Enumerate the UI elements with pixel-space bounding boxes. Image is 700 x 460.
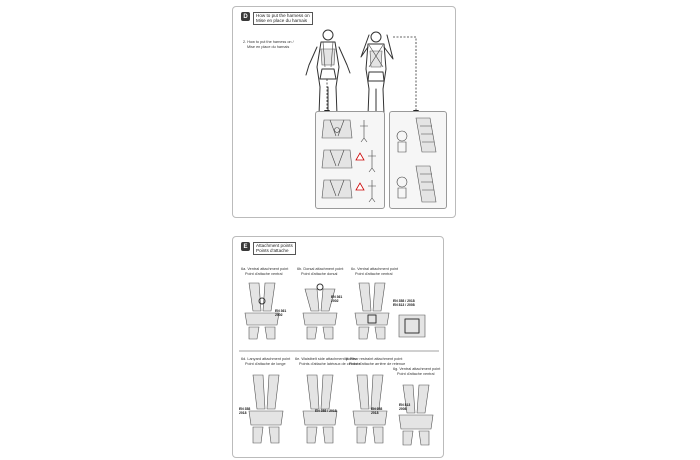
adjust-row-3 — [322, 180, 376, 202]
adjust-row-2 — [322, 150, 376, 172]
row-divider — [233, 237, 445, 459]
cell-6d-code-2: 2018 — [239, 411, 247, 415]
section-d-step-fr: Mise en place du harnais — [247, 45, 290, 49]
cell-6a-sub: Point d'attache ventral — [245, 272, 283, 276]
cell-6f-label: 6f. Rear restraint attachment point — [345, 357, 403, 361]
cell-6f-sub: Point d'attache arrière de retenue — [349, 362, 406, 366]
adjustment-illustrations — [316, 112, 386, 210]
section-e-title-en: Attachment points — [256, 243, 293, 248]
cell-6b-label: 6b. Dorsal attachment point — [297, 267, 344, 271]
cell-6g-code-2: 2008 — [399, 407, 407, 411]
section-d-step-en: 2. How to put the harness on / — [243, 40, 294, 44]
section-e-title-fr: Points d'attache — [256, 248, 289, 254]
section-d-title-en: How to put the harness on — [256, 13, 310, 18]
adjustment-panel — [315, 111, 385, 209]
cell-6e-label: 6e. Waistbelt side attachment points — [295, 357, 356, 361]
cell-6f-code-1: EN 358 — [371, 407, 383, 411]
cell-6e-sub: Points d'attache latéraux de ceinture — [299, 362, 361, 366]
cell-6c-label: 6c. Ventral attachment point — [351, 267, 399, 271]
cell-6c-code-2: EN 813 / 2008 — [393, 303, 415, 307]
cell-6d-code-1: EN 358 — [239, 407, 251, 411]
adjust-row-1 — [322, 120, 368, 142]
cell-6d-label: 6d. Lanyard attachment point — [241, 357, 291, 361]
cell-6c-sub: Point d'attache ventral — [355, 272, 393, 276]
buckle-panel — [389, 111, 447, 209]
section-e-badge: E — [241, 242, 250, 251]
cell-6b-code-1: EN 361 — [331, 295, 343, 299]
cell-6a-label: 6a. Ventral attachment point — [241, 267, 289, 271]
cell-6b-code-2: 2002 — [331, 299, 339, 303]
cell-6b-sub: Point d'attache dorsal — [301, 272, 338, 276]
cell-6d-sub: Point d'attache de longe — [245, 362, 286, 366]
cell-6e-code-1: EN 358 / 2018 — [315, 409, 337, 413]
section-e-panel — [232, 236, 444, 458]
section-d-title-fr: Mise en place du harnais — [256, 18, 308, 24]
section-d-badge: D — [241, 12, 250, 21]
buckle-illustrations — [390, 112, 448, 210]
cell-6g-code-1: EN 813 — [399, 403, 411, 407]
cell-6g-sub: Point d'attache ventral — [397, 372, 435, 376]
cell-6g-label: 6g. Ventral attachment point — [393, 367, 441, 371]
section-d-panel — [232, 6, 456, 218]
cell-6f-code-2: 2018 — [371, 411, 379, 415]
cell-6a-code-2: 2002 — [275, 313, 283, 317]
cell-6a-code-1: EN 361 — [275, 309, 287, 313]
cell-6c-code-1: EN 358 / 2018 — [393, 299, 415, 303]
